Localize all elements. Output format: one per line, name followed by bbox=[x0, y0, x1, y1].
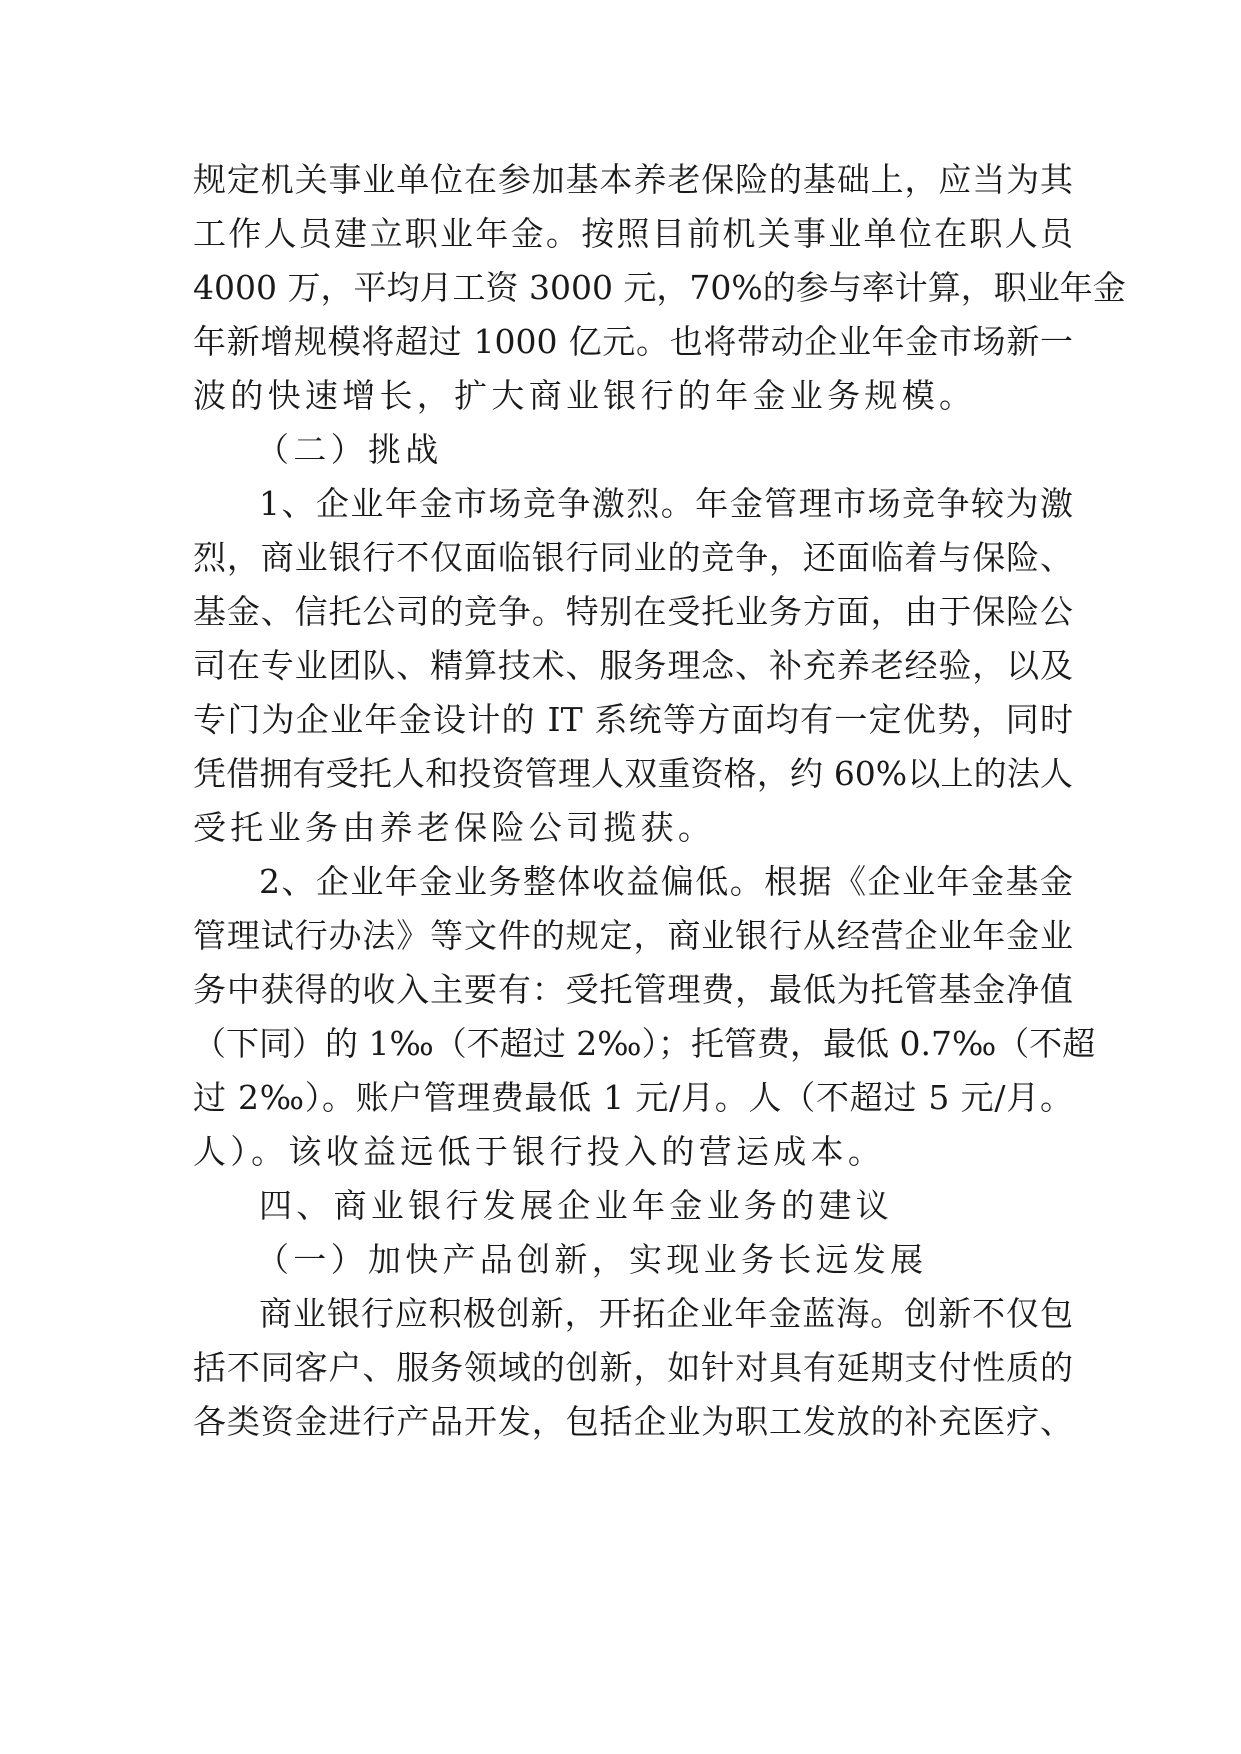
section-heading: （二）挑战 bbox=[256, 430, 443, 469]
paragraph-line: 规定机关事业单位在参加基本养老保险的基础上，应当为其 bbox=[193, 160, 1073, 199]
paragraph-line: 司在专业团队、精算技术、服务理念、补充养老经验，以及 bbox=[193, 646, 1073, 685]
paragraph-line: 工作人员建立职业年金。按照目前机关事业单位在职人员 bbox=[193, 214, 1073, 253]
paragraph-line: 括不同客户、服务领域的创新，如针对具有延期支付性质的 bbox=[193, 1348, 1073, 1387]
paragraph-line: （下同）的 1‰（不超过 2‰）；托管费，最低 0.7‰（不超 bbox=[193, 1024, 1096, 1063]
paragraph-line: 1、企业年金市场竞争激烈。年金管理市场竞争较为激 bbox=[259, 484, 1073, 523]
paragraph-line: 烈，商业银行不仅面临银行同业的竞争，还面临着与保险、 bbox=[193, 538, 1073, 577]
paragraph-line: 商业银行应积极创新，开拓企业年金蓝海。创新不仅包 bbox=[259, 1294, 1073, 1333]
paragraph-line: 过 2‰）。账户管理费最低 1 元/月。人（不超过 5 元/月。 bbox=[193, 1078, 1073, 1117]
paragraph-line: 2、企业年金业务整体收益偏低。根据《企业年金基金 bbox=[259, 862, 1073, 901]
paragraph-line: 务中获得的收入主要有：受托管理费，最低为托管基金净值 bbox=[193, 970, 1073, 1009]
paragraph-line: 专门为企业年金设计的 IT 系统等方面均有一定优势，同时 bbox=[193, 700, 1073, 739]
section-heading: 四、商业银行发展企业年金业务的建议 bbox=[259, 1186, 894, 1225]
paragraph-line: 4000 万，平均月工资 3000 元，70%的参与率计算，职业年金 bbox=[193, 268, 1126, 307]
paragraph-line: 基金、信托公司的竞争。特别在受托业务方面，由于保险公 bbox=[193, 592, 1073, 631]
paragraph-line: 各类资金进行产品开发，包括企业为职工发放的补充医疗、 bbox=[193, 1402, 1073, 1441]
paragraph-line: 凭借拥有受托人和投资管理人双重资格，约 60%以上的法人 bbox=[193, 754, 1073, 793]
paragraph-line: 人）。该收益远低于银行投入的营运成本。 bbox=[193, 1132, 886, 1171]
paragraph-line: 年新增规模将超过 1000 亿元。也将带动企业年金市场新一 bbox=[193, 322, 1073, 361]
section-heading: （一）加快产品创新，实现业务长远发展 bbox=[256, 1240, 928, 1279]
paragraph-line: 受托业务由养老保险公司揽获。 bbox=[193, 808, 716, 847]
paragraph-line: 波的快速增长，扩大商业银行的年金业务规模。 bbox=[193, 376, 977, 415]
paragraph-line: 管理试行办法》等文件的规定，商业银行从经营企业年金业 bbox=[193, 916, 1073, 955]
